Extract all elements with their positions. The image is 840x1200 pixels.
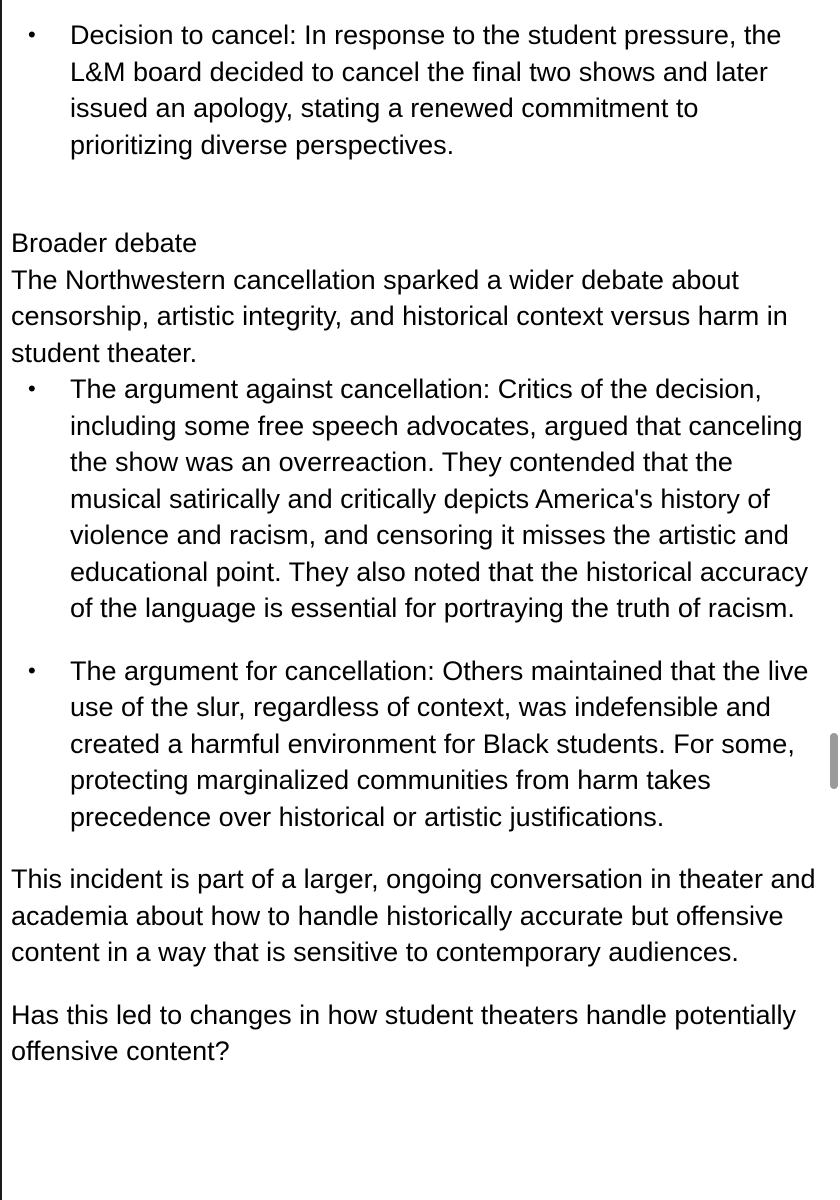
list-item-text: The argument for cancellation: Others maintained that the live use of the slur, regardless of context, was indefensible and created a harmful environment for Black students. For some, protecting marginalized communities from harm takes precedence over historical or artistic justifications. bbox=[70, 655, 809, 832]
list-item-text: The argument against cancellation: Critics of the decision, including some free speech advocates, argued that canceling the show was an overreaction. They contended that the musical satirically and critically depicts America's history of violence and racism, and censoring it misses the artistic and educational point. They also noted that the historical accuracy of the language is essential for portraying the truth of racism. bbox=[70, 374, 808, 623]
section-heading: Broader debate bbox=[11, 228, 198, 258]
list-item-argument-against bbox=[11, 371, 819, 627]
window-left-border bbox=[0, 0, 2, 1200]
closing-paragraph: This incident is part of a larger, ongoing conversation in theater and academia about how to handle historically accurate but offensive content in a way that is sensitive to contemporary audiences. bbox=[11, 864, 816, 967]
bullet-icon: • bbox=[28, 657, 36, 683]
bullet-icon: • bbox=[28, 22, 36, 47]
message-content bbox=[11, 17, 819, 1070]
scrollbar-thumb[interactable] bbox=[830, 733, 838, 789]
list-item-text: Decision to cancel: In response to the student pressure, the L&M board decided to cancel the final two shows and later issued an apology, stating a renewed commitment to prioritizing diverse perspectives. bbox=[70, 20, 782, 160]
section-intro: The Northwestern cancellation sparked a wider debate about censorship, artistic integrity, and historical context versus harm in student theater. bbox=[11, 264, 788, 368]
follow-up-question: Has this led to changes in how student theaters handle potentially offensive content? bbox=[11, 999, 797, 1066]
list-item-argument-for bbox=[11, 653, 819, 836]
bullet-icon: • bbox=[28, 376, 36, 401]
list-item-decision-to-cancel bbox=[11, 17, 819, 163]
